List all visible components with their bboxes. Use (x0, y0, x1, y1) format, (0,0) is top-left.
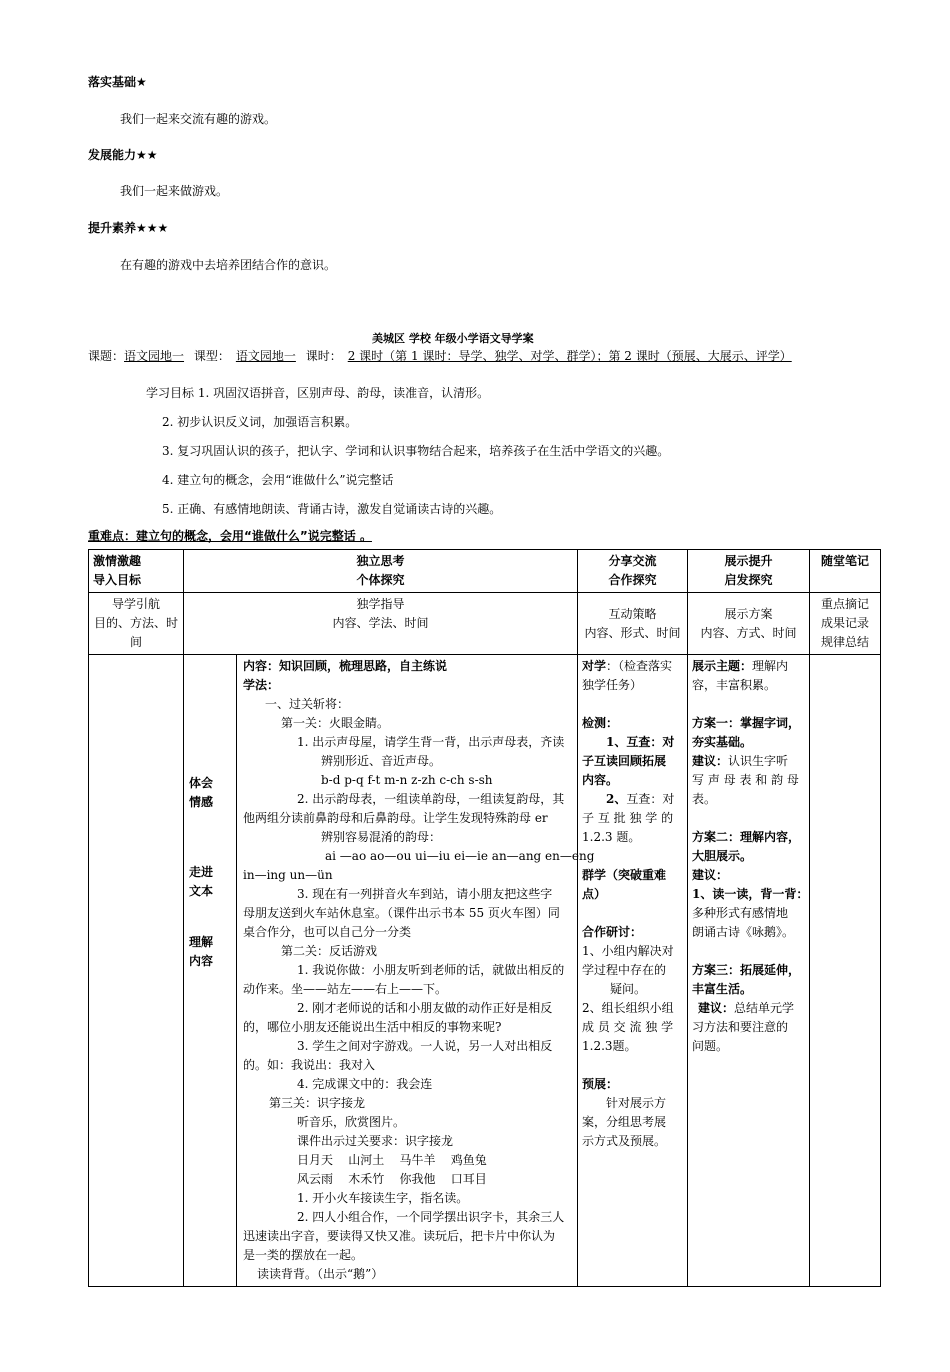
show-line: 夯实基础。 (692, 735, 753, 749)
show-line: 方案一：掌握字词， (692, 716, 801, 730)
content-line: 的，哪位小朋友还能说出生活中相反的事物来呢? (243, 1020, 502, 1034)
goal-3: 3. 复习巩固认识的孩子，把认字、学词和认识事物结合起来，培养孩子在生活中学语文的兴趣。 (162, 444, 670, 458)
show-line: 丰富生活。 (692, 982, 753, 996)
share-line: 案，分组思考展 (582, 1115, 667, 1129)
side-label: 走进 (189, 865, 214, 879)
content-line: 第三关：识字接龙 (269, 1096, 366, 1110)
content-line: 日月天 山河土 马牛羊 鸡鱼兔 (297, 1153, 487, 1167)
content-line: in—ing un—ün (243, 868, 333, 882)
show-line: 朗诵古诗《咏鹅》。 (692, 925, 795, 939)
content-line: 4. 完成课文中的：我会连 (297, 1077, 433, 1091)
topic-label: 课题： (88, 349, 125, 363)
table-subheader-row (89, 593, 881, 655)
content-line: 风云雨 木禾竹 你我他 口耳目 (297, 1172, 487, 1186)
body-cell-share (578, 655, 688, 1287)
show-line: 容，丰富积累。 (692, 678, 777, 692)
share-line: 疑问。 (610, 982, 647, 996)
section-title-literacy: 提升素养★★★ (88, 221, 169, 235)
side-label: 内容 (189, 954, 214, 968)
show-line: 大胆展示。 (692, 849, 753, 863)
content-line: 迅速读出字音，要读得又快又准。读玩后，把卡片中你认为 (243, 1229, 556, 1243)
share-line: 针对展示方 (606, 1096, 667, 1110)
show-line: 建议：总结单元学 (698, 1001, 795, 1015)
content-line: 母朋友送到火车站休息室。（课件出示书本 55 页火车图）同 (243, 906, 560, 920)
side-label: 文本 (189, 884, 214, 898)
share-line: 1、互查：对 (606, 735, 675, 749)
content-line: 辨别容易混淆的韵母： (321, 830, 442, 844)
content-line: 课件出示过关要求：识字接龙 (297, 1134, 454, 1148)
content-line: 一、过关斩将： (265, 697, 350, 711)
show-line: 多种形式有感情地 (692, 906, 789, 920)
share-line: 对学：（检查落实 (582, 659, 673, 673)
subheader-self-study: 独学指导 内容、学法、时间 (184, 593, 578, 655)
show-line: 建议： (692, 868, 729, 882)
content-line: 是一类的摆放在一起。 (243, 1248, 364, 1262)
content-line: 2. 出示韵母表，一组读单韵母，一组读复韵母，其 (297, 792, 565, 806)
share-line: 学过程中存在的 (582, 963, 667, 977)
section-title-ability: 发展能力★★ (88, 148, 158, 162)
share-line: 检测： (582, 716, 619, 730)
content-line: 2. 四人小组合作，一个同学摆出识字卡，其余三人 (297, 1210, 565, 1224)
content-line: 1. 出示声母屋，请学生背一背，出示声母表，齐读 (297, 735, 565, 749)
content-line: 3. 现在有一列拼音火车到站，请小朋友把这些字 (297, 887, 553, 901)
goal-4: 4. 建立句的概念，会用“谁做什么”说完整话 (162, 473, 394, 487)
share-line: 群学（突破重难 (582, 868, 667, 882)
body-cell-empty (89, 655, 184, 1287)
type-value: 语文园地一 (235, 349, 296, 363)
share-line: 点） (582, 887, 607, 901)
lesson-plan-table (88, 549, 881, 1287)
content-line: 桌合作分，也可以自己分一分类 (243, 925, 412, 939)
show-line: 问题。 (692, 1039, 729, 1053)
body-cell-content (237, 655, 595, 1287)
header-cell-independent: 独立思考 个体探究 (184, 550, 578, 593)
share-line: 成 员 交 流 独 学 (582, 1020, 674, 1034)
content-line: 2. 刚才老师说的话和小朋友做的动作正好是相反 (297, 1001, 553, 1015)
header-cell-notes: 随堂笔记 (810, 550, 881, 593)
content-line: ai —ao ao—ou ui—iu ei—ie an—ang en—eng (325, 849, 595, 863)
key-difficulty: 重难点：建立句的概念，会用“谁做什么”说完整话 。 (88, 529, 372, 543)
show-line: 表。 (692, 792, 717, 806)
hours-value: 2 课时（第 1 课时：导学、独学、对学、群学）；第 2 课时（预展、大展示、评学） (347, 349, 792, 363)
show-line: 方案三：拓展延伸， (692, 963, 801, 977)
content-line: 3. 学生之间对字游戏。一人说，另一人对出相反 (297, 1039, 553, 1053)
share-line: 子 互 批 独 学 的 (582, 811, 674, 825)
header-cell-intro: 激情激趣 导入目标 (89, 550, 184, 593)
share-line: 2、组长组织小组 (582, 1001, 674, 1015)
show-line: 1、读一读，背一背： (692, 887, 809, 901)
content-line: 内容：知识回顾，梳理思路，自主练说 (243, 659, 448, 673)
content-line: 第二关：反话游戏 (281, 944, 378, 958)
content-line: 听音乐，欣赏图片。 (297, 1115, 406, 1129)
share-line: 1.2.3 题。 (582, 830, 641, 844)
subheader-interaction: 互动策略 内容、形式、时间 (578, 593, 688, 655)
side-label: 情感 (189, 795, 214, 809)
course-info-line (88, 347, 826, 364)
content-line: 1. 我说你做：小朋友听到老师的话，就做出相反的 (297, 963, 565, 977)
content-line: 辨别形近、音近声母。 (321, 754, 442, 768)
body-cell-side-labels (184, 655, 237, 1287)
section-text-basics: 我们一起来交流有趣的游戏。 (120, 112, 277, 126)
section-text-ability: 我们一起来做游戏。 (120, 184, 229, 198)
content-line: 第一关：火眼金睛。 (281, 716, 390, 730)
share-line: 2、互查：对 (606, 792, 675, 806)
subheader-guide: 导学引航 目的、方法、时 间 (89, 593, 184, 655)
header-cell-share: 分享交流 合作探究 (578, 550, 688, 593)
page-title: 美城区 学校 年级小学语文导学案 (372, 332, 534, 345)
header-cell-show: 展示提升 启发探究 (688, 550, 810, 593)
goal-2: 2. 初步认识反义词，加强语言积累。 (162, 415, 358, 429)
share-line: 预展： (582, 1077, 619, 1091)
content-line: b-d p-q f-t m-n z-zh c-ch s-sh (321, 773, 493, 787)
show-line: 展示主题：理解内 (692, 659, 789, 673)
table-body-row (89, 655, 881, 1287)
goal-5: 5. 正确、有感情地朗读、背诵古诗，激发自觉诵读古诗的兴趣。 (162, 502, 502, 516)
share-line: 示方式及预展。 (582, 1134, 667, 1148)
show-line: 建议：认识生字听 (692, 754, 789, 768)
share-line: 子互读回顾拓展 (582, 754, 667, 768)
content-line: 他两组分读前鼻韵母和后鼻韵母。让学生发现特殊韵母 er (243, 811, 548, 825)
content-line: 学法： (243, 678, 280, 692)
topic-value: 语文园地一 (124, 349, 185, 363)
side-label: 理解 (189, 935, 214, 949)
share-line: 1、小组内解决对 (582, 944, 674, 958)
share-line: 独学任务） (582, 678, 643, 692)
hours-label: 课时： (305, 349, 342, 363)
subheader-notes: 重点摘记 成果记录 规律总结 (810, 593, 881, 655)
type-label: 课型： (193, 349, 230, 363)
content-line: 动作来。坐——站左——右上——下。 (243, 982, 448, 996)
body-cell-notes (810, 655, 881, 1287)
share-line: 合作研讨： (582, 925, 643, 939)
content-line: 1. 开小火车接读生字，指名读。 (297, 1191, 469, 1205)
content-line: 读读背背。（出示“鹅”） (257, 1267, 384, 1281)
goal-1: 学习目标 1. 巩固汉语拼音，区别声母、韵母，读准音，认清形。 (146, 386, 490, 400)
share-line: 内容。 (582, 773, 619, 787)
show-line: 方案二：理解内容， (692, 830, 801, 844)
side-label: 体会 (189, 776, 214, 790)
show-line: 写 声 母 表 和 韵 母 (692, 773, 799, 787)
share-line: 1.2.3题。 (582, 1039, 637, 1053)
content-line: 的。如：我说出：我对入 (243, 1058, 376, 1072)
body-cell-show (688, 655, 810, 1287)
show-line: 习方法和要注意的 (692, 1020, 789, 1034)
section-text-literacy: 在有趣的游戏中去培养团结合作的意识。 (120, 258, 337, 272)
table-header-row (89, 550, 881, 593)
section-title-basics: 落实基础★ (88, 75, 147, 89)
subheader-show-plan: 展示方案 内容、方式、时间 (688, 593, 810, 655)
